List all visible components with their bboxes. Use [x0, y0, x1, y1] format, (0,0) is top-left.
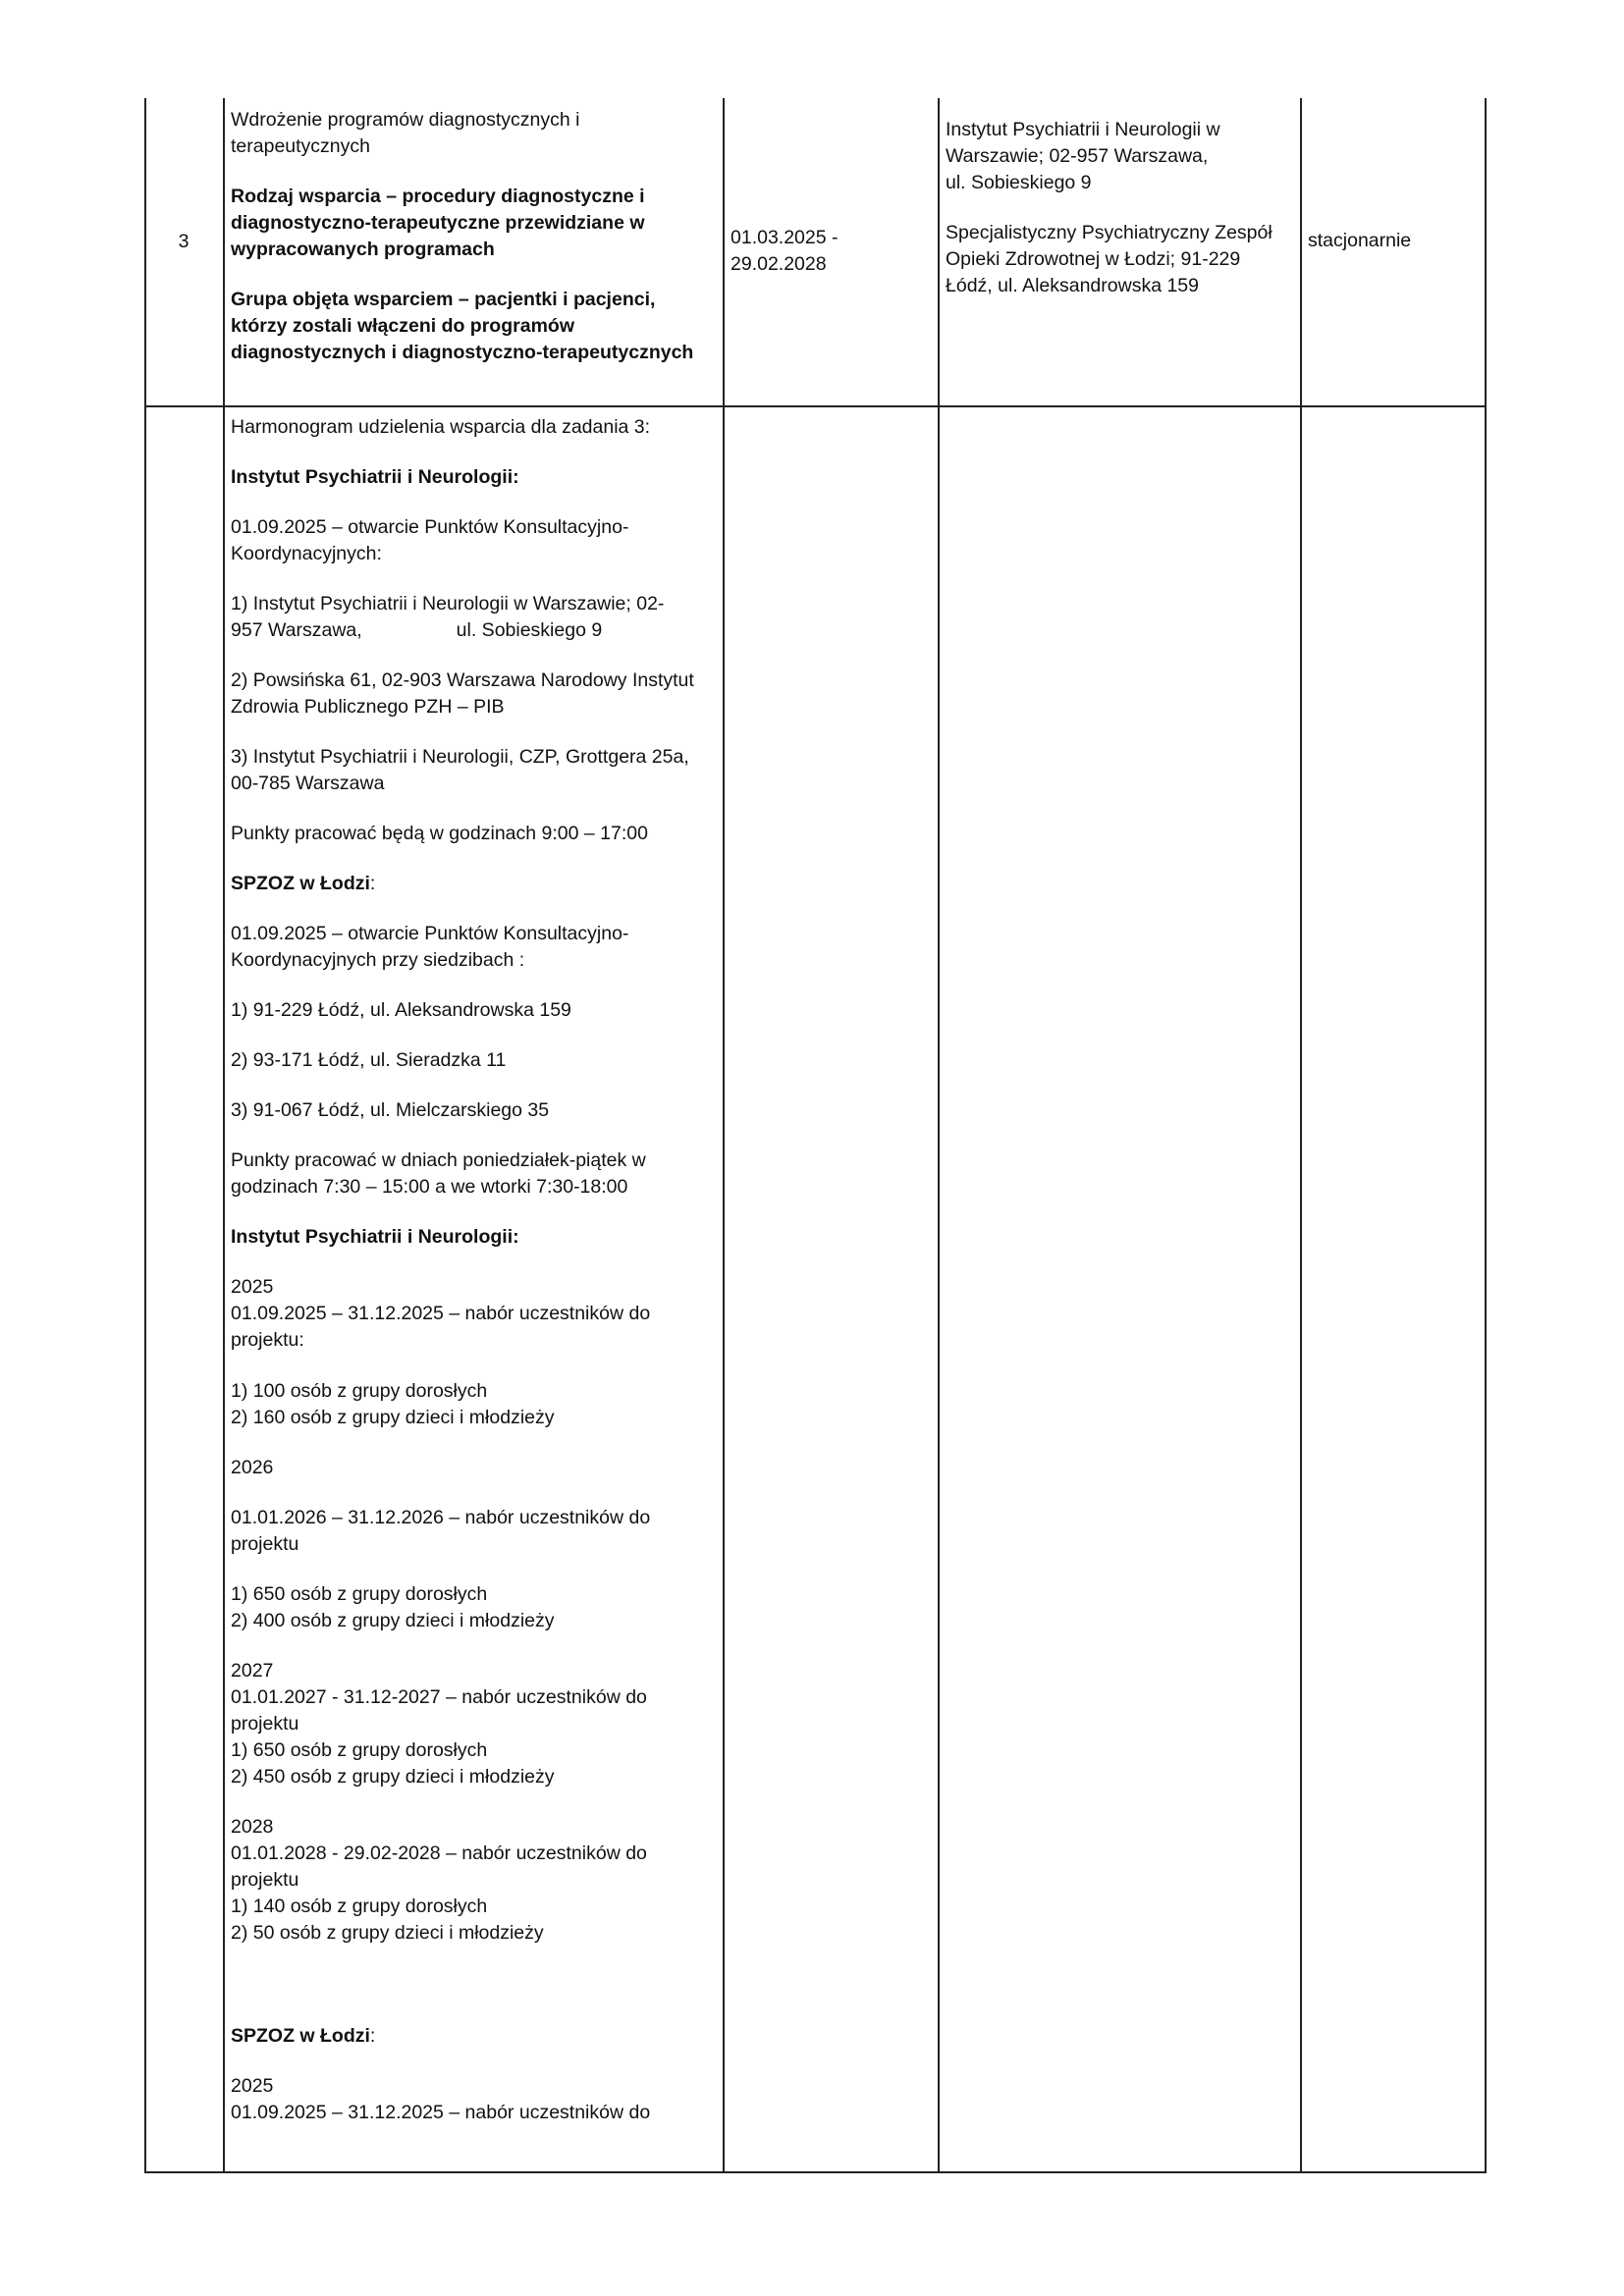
date-start: 01.03.2025 - — [731, 227, 839, 248]
recruitment-2028: 2028 01.01.2028 - 29.02-2028 – nabór uczestników do projektu 1) 140 osób z grupy dorosłych 2) 50 osób z grupy dzieci i młodzieży — [231, 1816, 647, 1944]
spzoz-label-line: SPZOZ w Łodzi: — [231, 873, 376, 894]
support-type: Rodzaj wsparcia – procedury diagnostyczne i diagnostyczno-terapeutyczne przewidziane w wypracowanych programach — [231, 186, 645, 260]
task-dates-cell — [731, 225, 932, 278]
support-form: stacjonarnie — [1308, 230, 1412, 251]
spzoz-recruitment-2025: 2025 01.09.2025 – 31.12.2025 – nabór uczestników do — [231, 2075, 651, 2123]
spzoz-point-1: 1) 91-229 Łódź, ul. Aleksandrowska 159 — [231, 999, 571, 1021]
spzoz-label-2: SPZOZ w Łodzi — [231, 2025, 370, 2047]
ipin-hours: Punkty pracować będą w godzinach 9:00 – 17:00 — [231, 823, 648, 844]
task-number-cell — [145, 229, 222, 255]
place-spzoz: Specjalistyczny Psychiatryczny Zespół Opieki Zdrowotnej w Łodzi; 91-229 Łódź, ul. Aleksandrowska 159 — [946, 222, 1272, 296]
table-border-right — [1485, 98, 1487, 2172]
ipin-label-2: Instytut Psychiatrii i Neurologii: — [231, 1226, 519, 1248]
table-column-divider — [723, 98, 725, 2172]
ipin-point-1: 1) Instytut Psychiatrii i Neurologii w Warszawie; 02- 957 Warszawa, ul. Sobieskiego 9 — [231, 593, 665, 641]
year-2026: 2026 — [231, 1457, 274, 1478]
table-border-left — [144, 98, 146, 2172]
spzoz-point-2: 2) 93-171 Łódź, ul. Sieradzka 11 — [231, 1049, 507, 1071]
spzoz-label-line-2: SPZOZ w Łodzi: — [231, 2025, 376, 2047]
spzoz-opening: 01.09.2025 – otwarcie Punktów Konsultacyjno- Koordynacyjnych przy siedzibach : — [231, 923, 629, 971]
spzoz-hours: Punkty pracować w dniach poniedziałek-piątek w godzinach 7:30 – 15:00 a we wtorki 7:30-18:00 — [231, 1149, 646, 1198]
date-end: 29.02.2028 — [731, 253, 827, 275]
spzoz-label: SPZOZ w Łodzi — [231, 873, 370, 894]
table-border-bottom — [144, 2171, 1487, 2173]
place-ipin: Instytut Psychiatrii i Neurologii w Warszawie; 02-957 Warszawa, ul. Sobieskiego 9 — [946, 119, 1220, 193]
schedule-heading: Harmonogram udzielenia wsparcia dla zadania 3: — [231, 416, 651, 438]
task-description-cell — [231, 107, 718, 366]
ipin-opening: 01.09.2025 – otwarcie Punktów Konsultacyjno- Koordynacyjnych: — [231, 516, 629, 564]
recruitment-2025: 2025 01.09.2025 – 31.12.2025 – nabór uczestników do projektu: — [231, 1276, 651, 1351]
recruitment-2026: 01.01.2026 – 31.12.2026 – nabór uczestników do projektu — [231, 1507, 651, 1555]
target-group: Grupa objęta wsparciem – pacjentki i pacjenci, którzy zostali włączeni do programów diagnostycznych i diagnostyczno-terapeutycznych — [231, 289, 694, 363]
ipin-label: Instytut Psychiatrii i Neurologii: — [231, 466, 519, 488]
table-row-divider — [144, 405, 1487, 407]
recruitment-2027: 2027 01.01.2027 - 31.12-2027 – nabór uczestników do projektu 1) 650 osób z grupy dorosłych 2) 450 osób z grupy dzieci i młodzieży — [231, 1660, 647, 1788]
recruitment-2026-counts: 1) 650 osób z grupy dorosłych 2) 400 osób z grupy dzieci i młodzieży — [231, 1583, 555, 1631]
table-column-divider — [938, 98, 940, 2172]
recruitment-2025-counts: 1) 100 osób z grupy dorosłych 2) 160 osób z grupy dzieci i młodzieży — [231, 1380, 555, 1428]
task-title: Wdrożenie programów diagnostycznych i terapeutycznych — [231, 109, 580, 157]
table-column-divider — [1300, 98, 1302, 2172]
task-place-cell — [946, 117, 1294, 299]
ipin-point-2: 2) Powsińska 61, 02-903 Warszawa Narodowy Instytut Zdrowia Publicznego PZH – PIB — [231, 669, 694, 718]
task-number: 3 — [178, 231, 189, 252]
spzoz-point-3: 3) 91-067 Łódź, ul. Mielczarskiego 35 — [231, 1099, 550, 1121]
ipin-point-3: 3) Instytut Psychiatrii i Neurologii, CZP, Grottgera 25a, 00-785 Warszawa — [231, 746, 689, 794]
table-column-divider — [223, 98, 225, 2172]
schedule-cell — [231, 414, 718, 2126]
task-form-cell — [1308, 228, 1480, 254]
